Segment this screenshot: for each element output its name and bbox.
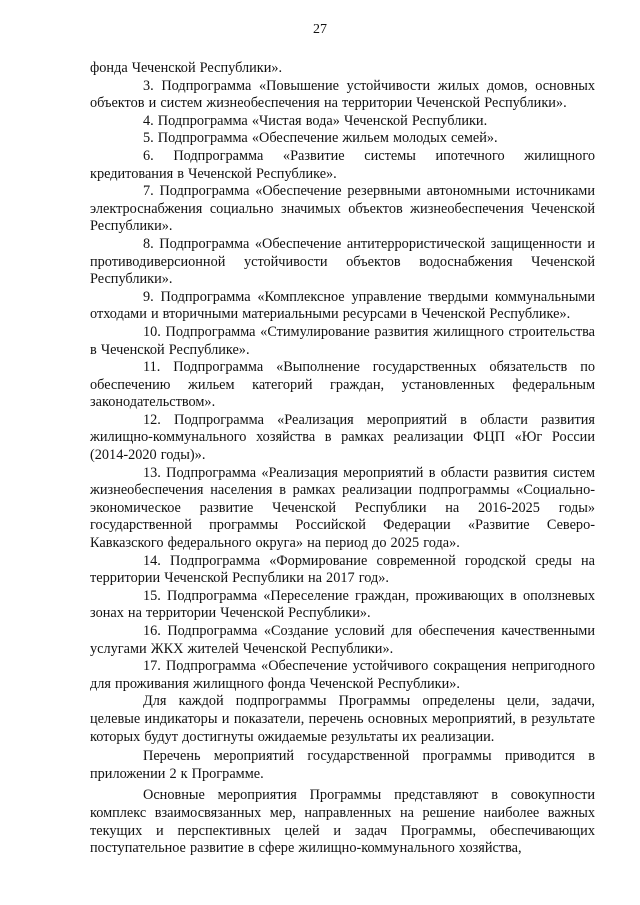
paragraph-subprogram-7: 7. Подпрограмма «Обеспечение резервными автономными источниками электроснабжения социально значимых объектов жизнеобеспечения Чеченской Республики».	[90, 183, 595, 235]
paragraph-subprogram-17: 17. Подпрограмма «Обеспечение устойчивого сокращения непригодного для проживания жилищного фонда Чеченской Республики».	[90, 658, 595, 692]
paragraph-subprogram-3: 3. Подпрограмма «Повышение устойчивости жилых домов, основных объектов и систем жизнеобеспечения на территории Чеченской Республики».	[90, 77, 595, 112]
paragraph-subprogram-14: 14. Подпрограмма «Формирование современной городской среды на территории Чеченской Республики на 2017 год».	[90, 552, 595, 587]
paragraph-subprogram-10: 10. Подпрограмма «Стимулирование развития жилищного строительства в Чеченской Республике».	[90, 323, 595, 358]
paragraph-subprogram-5: 5. Подпрограмма «Обеспечение жильем молодых семей».	[143, 130, 498, 147]
paragraph-subprogram-11: 11. Подпрограмма «Выполнение государственных обязательств по обеспечению жильем категорий граждан, установленных федеральным законодательством».	[90, 359, 595, 411]
paragraph-subprogram-16: 16. Подпрограмма «Создание условий для обеспечения качественными услугами ЖКХ жителей Чеченской Республики».	[90, 623, 595, 657]
paragraph-subprogram-4: 4. Подпрограмма «Чистая вода» Чеченской Республики.	[143, 112, 488, 129]
page-number: 27	[313, 22, 327, 37]
paragraph-subprogram-6: 6. Подпрограмма «Развитие системы ипотечного жилищного кредитования в Чеченской Республике».	[90, 147, 595, 182]
paragraph-main-activities: Основные мероприятия Программы представляют в совокупности комплекс взаимосвязанных мер, направленных на решение наиболее важных текущих и перспективных целей и задач Программы, обеспечивающих поступательное развитие в сфере жилищно-коммунального хозяйства,	[90, 787, 595, 857]
paragraph-continuation: фонда Чеченской Республики».	[90, 60, 283, 76]
paragraph-subprogram-15: 15. Подпрограмма «Переселение граждан, проживающих в оползневых зонах на территории Чеченской Республики».	[90, 587, 595, 622]
document-body	[90, 60, 595, 858]
paragraph-subprogram-8: 8. Подпрограмма «Обеспечение антитеррористической защищенности и противодиверсионной устойчивости объектов водоснабжения Чеченской Республики».	[90, 235, 595, 288]
paragraph-subprogram-13: 13. Подпрограмма «Реализация мероприятий в области развития систем жизнеобеспечения населения в рамках реализации подпрограммы «Социально-экономическое развитие Чеченской Республики на 2016-2025 годы» государственной программы Российской Федерации «Развитие Северо-Кавказского федерального округа» на период до 2025 года».	[90, 464, 595, 552]
paragraph-subprogram-9: 9. Подпрограмма «Комплексное управление твердыми коммунальными отходами и вторичными материальными ресурсами в Чеченской Республике».	[90, 288, 595, 323]
paragraph-activities-list: Перечень мероприятий государственной программы приводится в приложении 2 к Программе.	[90, 748, 595, 782]
paragraph-goals: Для каждой подпрограммы Программы определены цели, задачи, целевые индикаторы и показатели, перечень основных мероприятий, в результате которых будут достигнуты ожидаемые результаты их реализации.	[90, 693, 595, 745]
paragraph-subprogram-12: 12. Подпрограмма «Реализация мероприятий в области развития жилищно-коммунального хозяйства в рамках реализации ФЦП «Юг России (2014-2020 годы)».	[90, 411, 595, 464]
